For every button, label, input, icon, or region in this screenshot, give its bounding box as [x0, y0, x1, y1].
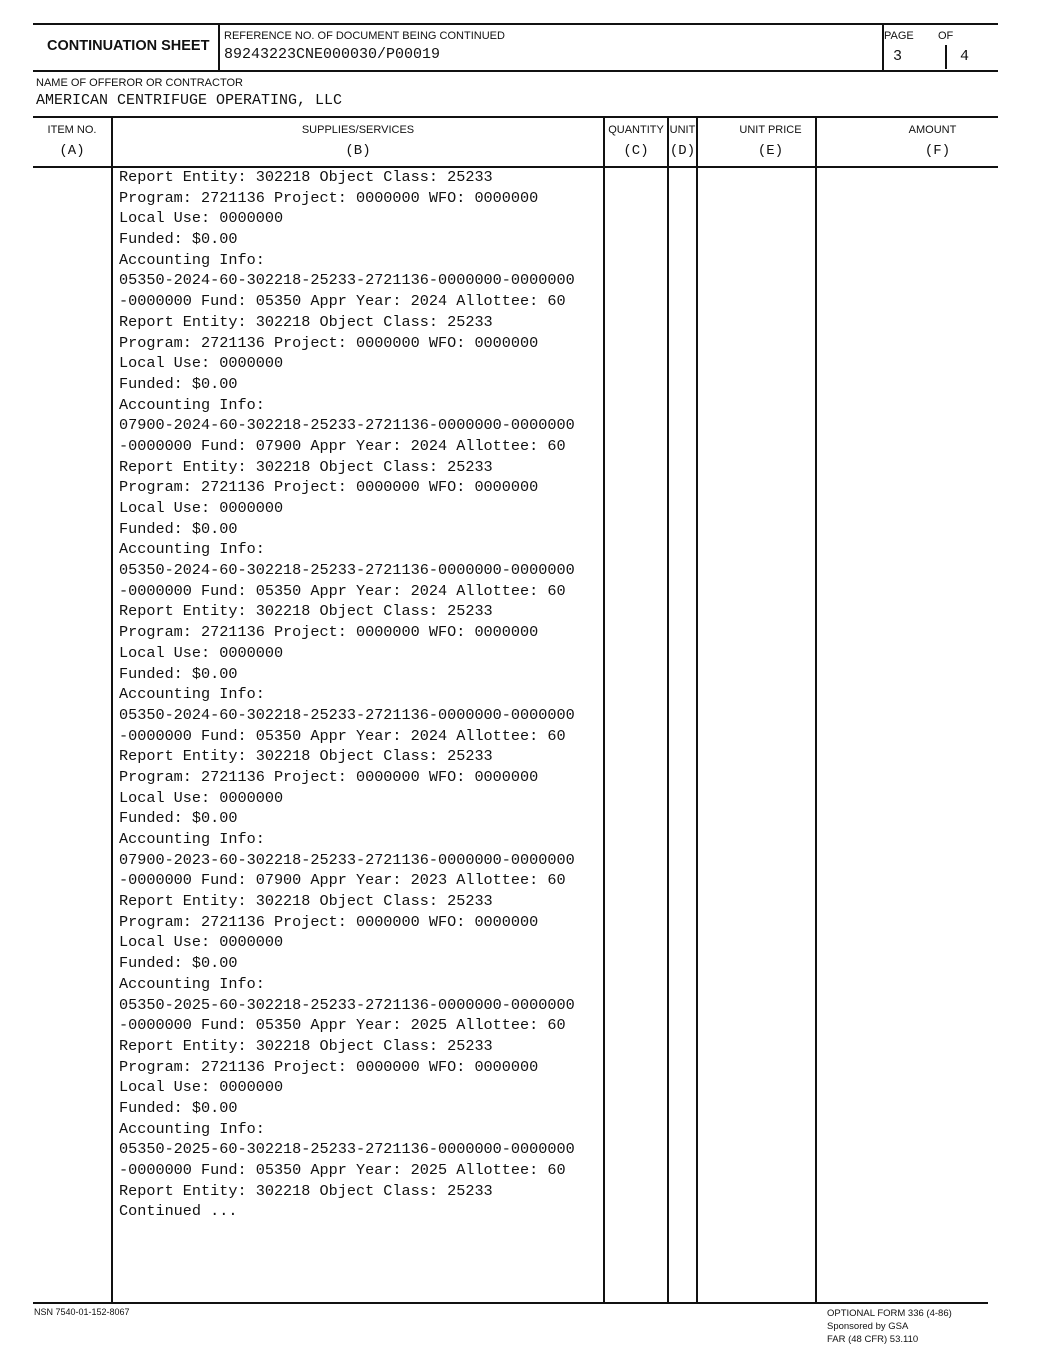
supplies-text-line: Report Entity: 302218 Object Class: 25233: [119, 1181, 493, 1200]
supplies-text-line: Accounting Info:: [119, 395, 265, 414]
supplies-text-line: -0000000 Fund: 07900 Appr Year: 2024 Allottee: 60: [119, 436, 566, 455]
column-header-unit: UNIT: [669, 124, 696, 136]
supplies-text-line: 05350-2024-60-302218-25233-2721136-0000000-0000000: [119, 271, 575, 290]
supplies-text-line: Accounting Info:: [119, 1119, 265, 1138]
supplies-text-line: 07900-2024-60-302218-25233-2721136-0000000-0000000: [119, 416, 575, 435]
header-divider-of: [945, 45, 947, 69]
supplies-text-line: Report Entity: 302218 Object Class: 25233: [119, 1036, 493, 1055]
column-letter-e: (E): [757, 143, 784, 159]
reference-label: REFERENCE NO. OF DOCUMENT BEING CONTINUED: [224, 30, 505, 42]
supplies-text-line: Report Entity: 302218 Object Class: 25233: [119, 457, 493, 476]
supplies-text-line: Program: 2721136 Project: 0000000 WFO: 0000000: [119, 767, 539, 786]
page-total: 4: [960, 48, 970, 65]
reference-number: 89243223CNE000030/P00019: [224, 46, 441, 63]
supplies-text-line: Program: 2721136 Project: 0000000 WFO: 0000000: [119, 912, 539, 931]
supplies-text-line: Funded: $0.00: [119, 954, 238, 973]
page-number: 3: [893, 48, 903, 65]
supplies-text-line: Report Entity: 302218 Object Class: 25233: [119, 747, 493, 766]
supplies-text-line: 05350-2024-60-302218-25233-2721136-0000000-0000000: [119, 705, 575, 724]
column-letter-f: (F): [924, 143, 951, 159]
supplies-text-line: Report Entity: 302218 Object Class: 25233: [119, 892, 493, 911]
offeror-name: AMERICAN CENTRIFUGE OPERATING, LLC: [36, 92, 343, 109]
supplies-text-line: Funded: $0.00: [119, 664, 238, 683]
supplies-text-line: Program: 2721136 Project: 0000000 WFO: 0000000: [119, 623, 539, 642]
table-bottom-rule: [33, 1302, 988, 1304]
supplies-text-line: -0000000 Fund: 05350 Appr Year: 2024 Allottee: 60: [119, 581, 566, 600]
supplies-text-line: Local Use: 0000000: [119, 933, 284, 952]
supplies-text-line: Local Use: 0000000: [119, 643, 284, 662]
column-letter-c: (C): [623, 143, 649, 159]
offeror-label: NAME OF OFFEROR OR CONTRACTOR: [36, 77, 243, 89]
page-label: PAGE: [884, 30, 914, 42]
supplies-text-line: -0000000 Fund: 05350 Appr Year: 2025 Allottee: 60: [119, 1016, 566, 1035]
header-top-rule: [33, 23, 998, 25]
nsn-number: NSN 7540-01-152-8067: [34, 1307, 130, 1317]
supplies-text-line: Local Use: 0000000: [119, 209, 284, 228]
supplies-text-line: Report Entity: 302218 Object Class: 25233: [119, 602, 493, 621]
supplies-text-line: Local Use: 0000000: [119, 788, 284, 807]
supplies-text-line: Funded: $0.00: [119, 230, 238, 249]
supplies-text-line: Accounting Info:: [119, 685, 265, 704]
supplies-text-line: Accounting Info:: [119, 250, 265, 269]
supplies-text-line: Report Entity: 302218 Object Class: 25233: [119, 312, 493, 331]
supplies-text-line: Program: 2721136 Project: 0000000 WFO: 0000000: [119, 478, 539, 497]
supplies-text-line: Funded: $0.00: [119, 519, 238, 538]
supplies-text-line: 05350-2024-60-302218-25233-2721136-0000000-0000000: [119, 561, 575, 580]
supplies-text-line: Funded: $0.00: [119, 374, 238, 393]
supplies-text-line: -0000000 Fund: 07900 Appr Year: 2023 Allottee: 60: [119, 871, 566, 890]
column-letter-b: (B): [345, 143, 371, 159]
column-header-unit-price: UNIT PRICE: [739, 124, 802, 136]
column-divider-e-f: [815, 116, 817, 1302]
column-divider-c-d: [667, 116, 669, 1302]
header-divider-title: [218, 23, 220, 71]
supplies-text-line: Continued ...: [119, 1202, 238, 1221]
supplies-text-line: -0000000 Fund: 05350 Appr Year: 2024 Allottee: 60: [119, 726, 566, 745]
column-divider-a-b: [111, 116, 113, 1302]
of-label: OF: [938, 30, 954, 42]
supplies-text-line: Accounting Info:: [119, 540, 265, 559]
supplies-text-line: Local Use: 0000000: [119, 499, 284, 517]
supplies-text-line: Program: 2721136 Project: 0000000 WFO: 0000000: [119, 333, 539, 352]
supplies-text-line: Report Entity: 302218 Object Class: 25233: [119, 168, 493, 186]
optional-form-name: OPTIONAL FORM 336 (4-86): [827, 1308, 952, 1319]
column-header-amount: AMOUNT: [908, 124, 957, 136]
table-top-rule: [33, 116, 998, 118]
supplies-text-line: 07900-2023-60-302218-25233-2721136-0000000-0000000: [119, 850, 575, 869]
supplies-text-line: 05350-2025-60-302218-25233-2721136-0000000-0000000: [119, 995, 575, 1014]
form-sponsor: Sponsored by GSA: [827, 1321, 909, 1332]
supplies-text-line: 05350-2025-60-302218-25233-2721136-0000000-0000000: [119, 1140, 575, 1159]
supplies-text-line: Local Use: 0000000: [119, 1078, 284, 1097]
supplies-text-line: Local Use: 0000000: [119, 354, 284, 373]
supplies-text-line: Program: 2721136 Project: 0000000 WFO: 0000000: [119, 1057, 539, 1076]
supplies-text-line: Accounting Info:: [119, 974, 265, 993]
supplies-services-text: [119, 167, 619, 1222]
form-title: CONTINUATION SHEET: [47, 38, 210, 54]
supplies-text-line: -0000000 Fund: 05350 Appr Year: 2025 Allottee: 60: [119, 1161, 566, 1179]
header-bottom-rule: [33, 70, 998, 72]
column-letter-d: (D): [669, 143, 696, 159]
column-letter-a: (A): [59, 143, 85, 159]
supplies-text-line: Funded: $0.00: [119, 809, 238, 828]
column-header-supplies-services: SUPPLIES/SERVICES: [301, 124, 415, 136]
far-reference: FAR (48 CFR) 53.110: [827, 1334, 919, 1345]
supplies-text-line: -0000000 Fund: 05350 Appr Year: 2024 Allottee: 60: [119, 292, 566, 311]
supplies-text-line: Funded: $0.00: [119, 1098, 238, 1117]
supplies-text-line: Program: 2721136 Project: 0000000 WFO: 0000000: [119, 188, 539, 207]
supplies-text-line: Accounting Info:: [119, 830, 265, 848]
column-header-quantity: QUANTITY: [608, 124, 664, 136]
column-divider-d-e: [696, 116, 698, 1302]
column-header-item-no: ITEM NO.: [47, 124, 97, 136]
